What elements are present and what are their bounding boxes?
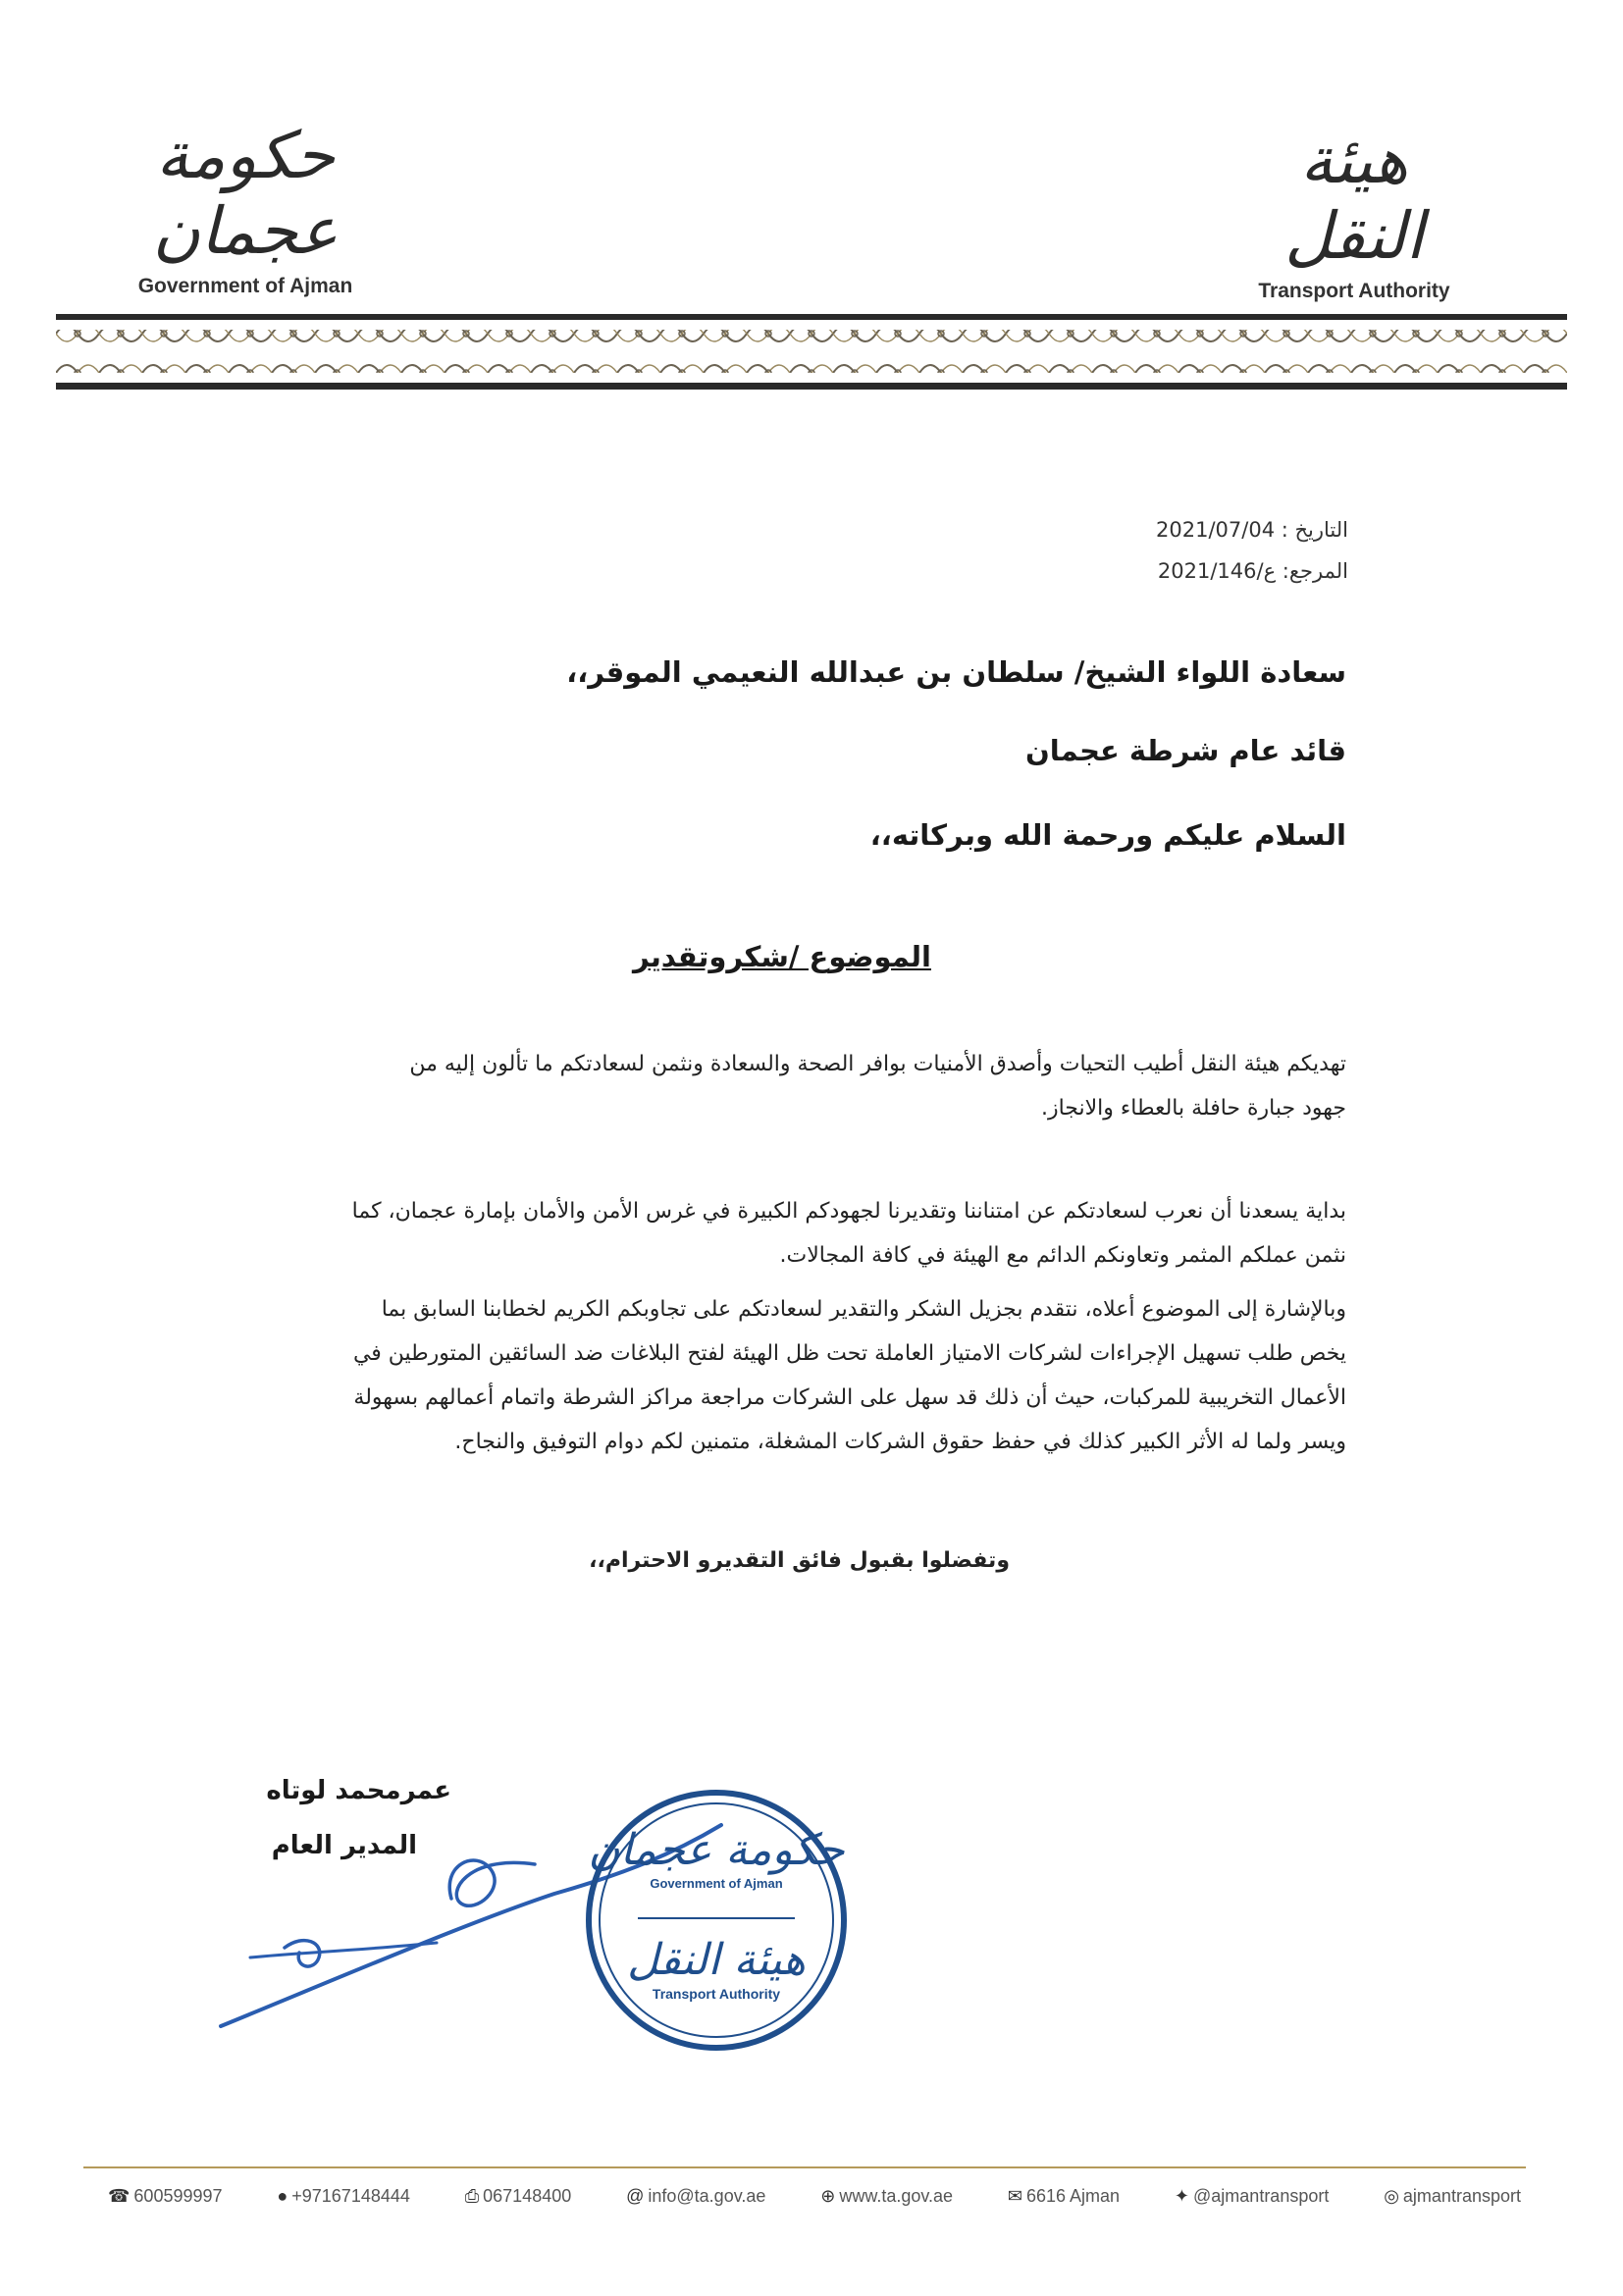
paragraph-1	[287, 1042, 1346, 1130]
footer-twitter[interactable]	[1175, 2186, 1329, 2207]
government-logo	[128, 118, 363, 298]
transport-logo-english: Transport Authority	[1258, 280, 1450, 302]
reference-line: المرجع: ع/2021/146	[1157, 559, 1348, 583]
decorative-border	[56, 314, 1567, 391]
phone-icon: ☎	[108, 2186, 131, 2206]
footer-fax-text: 067148400	[483, 2186, 572, 2206]
footer-phone-text: 600599997	[133, 2186, 223, 2206]
footer-po-box-text: 6616 Ajman	[1026, 2186, 1121, 2206]
paragraph-line: الأعمال التخريبية للمركبات، حيث أن ذلك قد سهل على الشركات مراجعة مراكز الشرطة واتمام أعمالهم بسهولة	[353, 1385, 1346, 1410]
signatory-title: المدير العام	[271, 1831, 417, 1860]
footer-instagram-text[interactable]: ajmantransport	[1402, 2186, 1521, 2206]
paragraph-line: نثمن عملكم المثمر وتعاونكم الدائم مع الهيئة في كافة المجالات.	[779, 1243, 1346, 1268]
web-icon: ⊕	[820, 2186, 836, 2206]
government-logo-arabic: حكومة عجمان	[152, 118, 339, 269]
footer-instagram[interactable]	[1384, 2186, 1521, 2207]
footer-whatsapp	[277, 2186, 410, 2207]
footer-divider	[83, 2166, 1526, 2168]
footer-website[interactable]	[820, 2186, 953, 2207]
paragraph-2	[287, 1189, 1346, 1278]
addressee-line-1: سعادة اللواء الشيخ/ سلطان بن عبدالله النعيمي الموقر،،	[566, 655, 1346, 689]
date-line: التاريخ : 2021/07/04	[1156, 518, 1348, 542]
paragraph-line: جهود جبارة حافلة بالعطاء والانجاز.	[1040, 1096, 1346, 1121]
stamp-english-top: Government of Ajman	[650, 1876, 783, 1891]
government-logo-english: Government of Ajman	[137, 275, 353, 297]
whatsapp-icon: ●	[277, 2186, 288, 2206]
official-stamp	[584, 1788, 849, 2053]
transport-authority-logo	[1227, 123, 1482, 303]
addressee-line-2: قائد عام شرطة عجمان	[1024, 734, 1346, 767]
email-icon: @	[626, 2186, 645, 2206]
stamp-arabic-bottom: هيئة النقل	[627, 1935, 806, 1985]
paragraph-3	[287, 1287, 1346, 1464]
paragraph-line: تهديكم هيئة النقل أطيب التحيات وأصدق الأمنيات بوافر الصحة والسعادة ونثمن لسعادتكم ما تألون إليه من	[409, 1052, 1346, 1076]
footer-po-box	[1008, 2186, 1120, 2207]
mail-icon: ✉	[1007, 2186, 1022, 2206]
paragraph-line: بداية يسعدنا أن نعرب لسعادتكم عن امتناننا وتقديرنا لجهودكم الكبيرة في غرس الأمن والأمان بإمارة عجمان، كما	[351, 1199, 1346, 1224]
footer-whatsapp-text: +97167148444	[291, 2186, 410, 2206]
paragraph-line: يخص طلب تسهيل الإجراءات لشركات الامتياز العاملة تحت ظل الهيئة لفتح البلاغات ضد السائقين المتورطين في	[352, 1341, 1346, 1366]
stamp-arabic-top: حكومة عجمان	[588, 1825, 845, 1875]
transport-logo-arabic: هيئة النقل	[1284, 123, 1424, 274]
instagram-icon: ◎	[1384, 2186, 1399, 2206]
subject-line: الموضوع /شكروتقدير	[632, 940, 931, 973]
closing-line: وتفضلوا بقبول فائق التقديرو الاحترام،،	[589, 1548, 1010, 1573]
fax-icon: ⎙	[464, 2186, 480, 2206]
footer-fax	[465, 2186, 572, 2207]
signatory-name: عمرمحمد لوتاه	[266, 1776, 451, 1805]
greeting-line: السلام عليكم ورحمة الله وبركاته،،	[869, 818, 1346, 852]
footer-email-text[interactable]: info@ta.gov.ae	[648, 2186, 766, 2206]
decorative-border-pattern	[56, 314, 1567, 391]
footer-phone	[108, 2186, 223, 2207]
footer-twitter-text[interactable]: @ajmantransport	[1193, 2186, 1330, 2206]
twitter-icon: ✦	[1174, 2186, 1190, 2206]
footer-contacts	[108, 2186, 1521, 2207]
stamp-english-bottom: Transport Authority	[652, 1986, 781, 2002]
paragraph-line: ويسر ولما له الأثر الكبير كذلك في حفظ حقوق الشركات المشغلة، متمنين لكم دوام التوفيق والنجاح.	[454, 1430, 1346, 1454]
paragraph-line: وبالإشارة إلى الموضوع أعلاه، نتقدم بجزيل الشكر والتقدير لسعادتكم على تجاوبكم الكريم لخطابنا السابق بما	[381, 1297, 1346, 1322]
footer-website-text[interactable]: www.ta.gov.ae	[839, 2186, 954, 2206]
footer-email[interactable]	[626, 2186, 765, 2207]
